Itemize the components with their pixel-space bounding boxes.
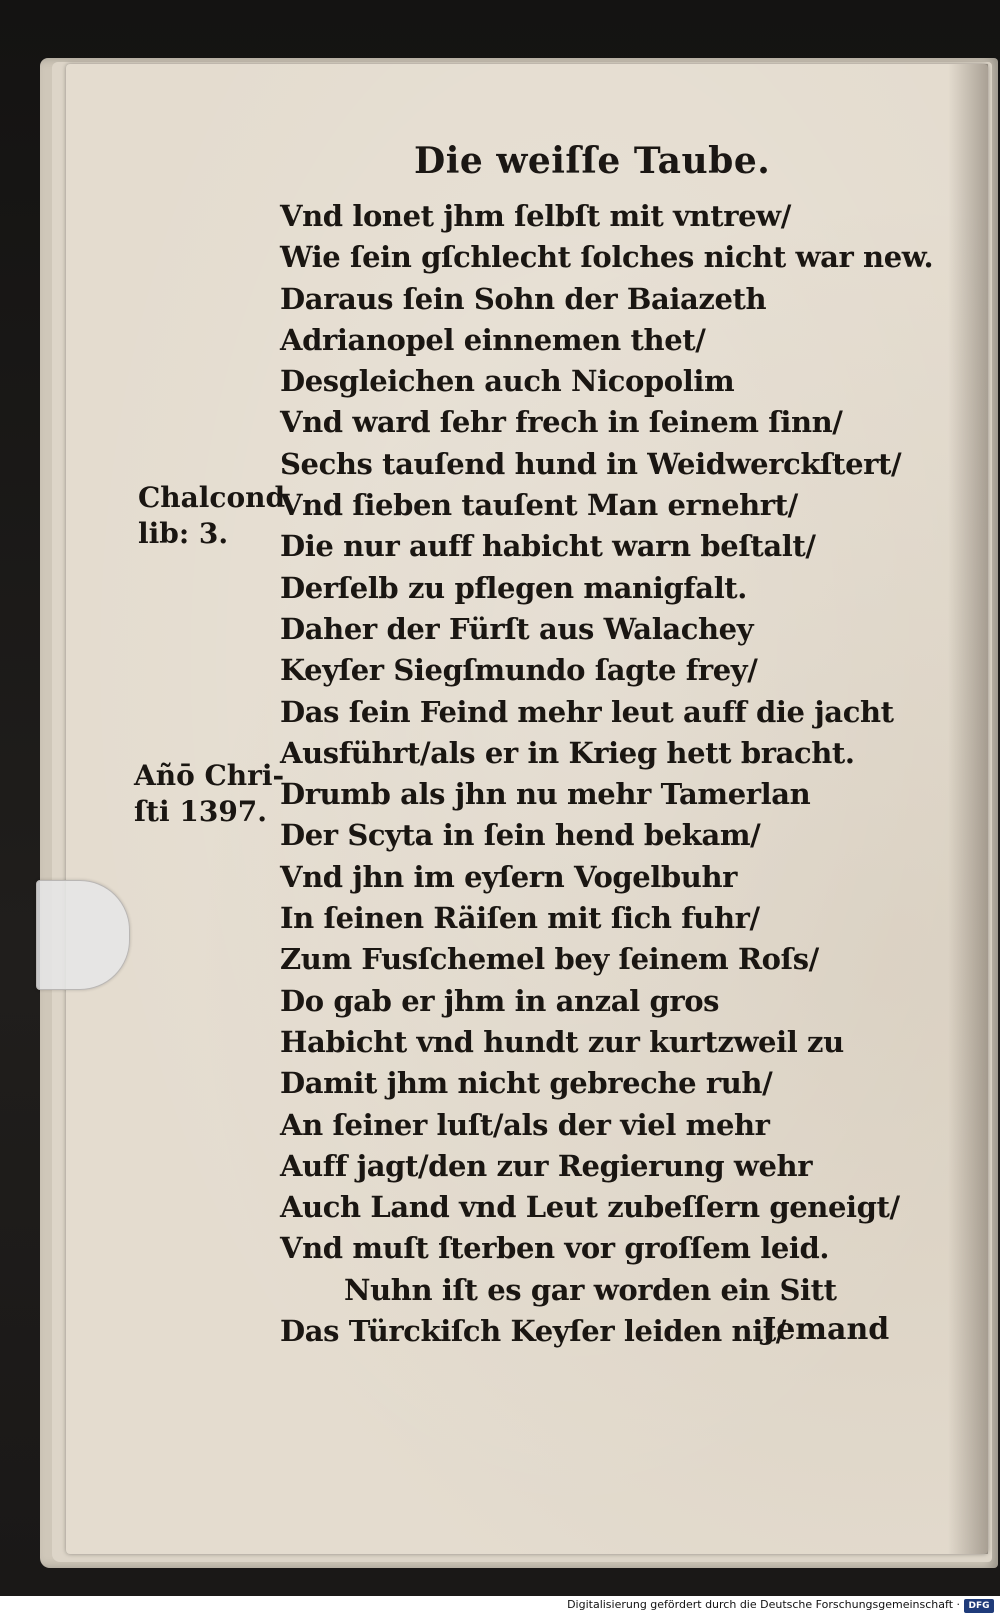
- verse-line: Auch Land vnd Leut zubeſſern geneigt/: [280, 1190, 900, 1225]
- verse-line: Derſelb zu pflegen manigfalt.: [280, 570, 747, 605]
- verse-line: Auff jagt/den zur Regierung wehr: [280, 1148, 813, 1183]
- margin-note-line: Añō Chri-: [134, 759, 285, 792]
- dfg-logo: DFG: [964, 1599, 994, 1613]
- margin-note-source: [138, 480, 285, 552]
- verse-line: Die nur auff habicht warn beſtalt/: [280, 529, 816, 564]
- verse-line: Zum Fusſchemel bey ſeinem Roſs/: [280, 942, 819, 977]
- verse-line: Vnd ward ſehr frech in ſeinem ſinn/: [280, 405, 843, 440]
- catchword: Jemand: [762, 1312, 890, 1347]
- margin-note-line: lib: 3.: [138, 517, 229, 550]
- verse-line: Damit jhm nicht gebreche ruh/: [280, 1066, 773, 1101]
- verse-line: An ſeiner luſt/als der viel mehr: [280, 1107, 770, 1142]
- verse-line-indented: Nuhn iſt es gar worden ein Sitt: [344, 1272, 837, 1307]
- verse-line: Daher der Fürſt aus Walachey: [280, 611, 754, 646]
- verse-line: Vnd muſt ſterben vor groſſem leid.: [280, 1231, 830, 1266]
- verse-line: Wie ſein gſchlecht ſolches nicht war new.: [280, 240, 934, 275]
- page-clip-tab: [36, 880, 130, 990]
- verse-line: Habicht vnd hundt zur kurtzweil zu: [280, 1024, 844, 1059]
- verse-line: Das Türckiſch Keyſer leiden nit/: [280, 1314, 786, 1349]
- verse-line: Keyſer Siegſmundo ſagte frey/: [280, 653, 758, 688]
- verse-line: Drumb als jhn nu mehr Tamerlan: [280, 777, 811, 812]
- verse-block: [280, 196, 934, 1352]
- verse-line: Vnd ſieben tauſent Man ernehrt/: [280, 488, 798, 523]
- verse-line: In ſeinen Räiſen mit ſich fuhr/: [280, 901, 760, 936]
- verse-line: Desgleichen auch Nicopolim: [280, 364, 735, 399]
- running-header: Die weiſſe Taube.: [414, 140, 771, 182]
- page-gutter-shadow: [948, 64, 988, 1554]
- verse-line: Vnd jhn im eyſern Vogelbuhr: [280, 859, 738, 894]
- verse-line: Der Scyta in ſein hend bekam/: [280, 818, 761, 853]
- verse-line: Das ſein Feind mehr leut auff die jacht: [280, 694, 894, 729]
- margin-note-line: ſti 1397.: [134, 795, 268, 828]
- verse-line: Do gab er jhm in anzal gros: [280, 983, 720, 1018]
- credit-text: Digitalisierung gefördert durch die Deutsche Forschungsgemeinschaft ·: [567, 1598, 960, 1611]
- margin-note-line: Chalcond: [138, 481, 286, 514]
- margin-note-date: [134, 758, 284, 830]
- verse-line: Ausführt/als er in Krieg hett bracht.: [280, 735, 855, 770]
- digitization-credit-bar: [0, 1596, 1000, 1616]
- verse-line: Sechs tauſend hund in Weidwerckſtert/: [280, 446, 902, 481]
- verse-line: Daraus ſein Sohn der Baiazeth: [280, 281, 767, 316]
- verse-line: Vnd lonet jhm ſelbſt mit vntrew/: [280, 199, 791, 233]
- verse-line: Adrianopel einnemen thet/: [280, 322, 706, 357]
